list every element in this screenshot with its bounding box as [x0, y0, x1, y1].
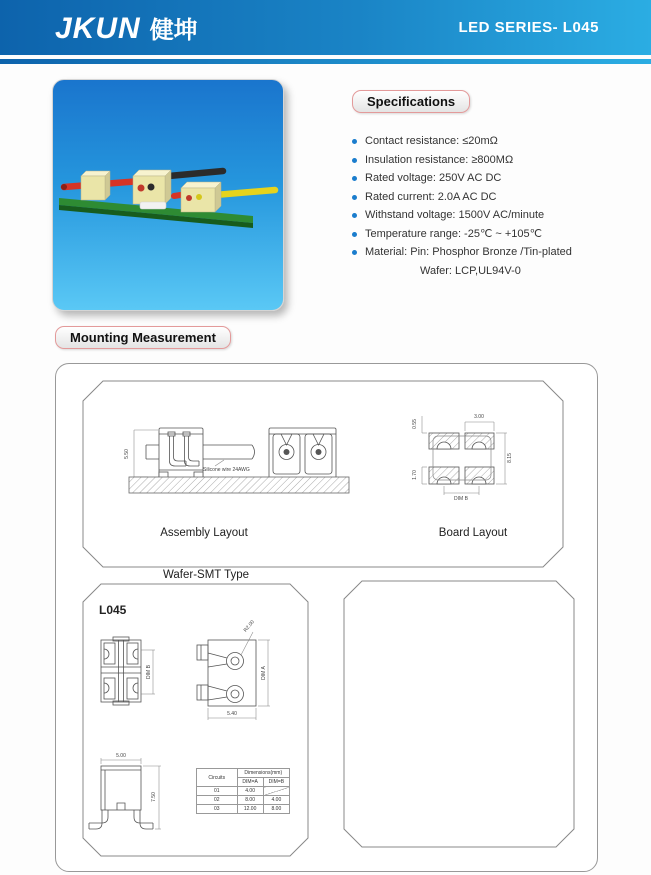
specifications-panel	[352, 90, 627, 278]
product-photo	[52, 79, 284, 311]
assembly-layout-label: Assembly Layout	[160, 527, 248, 539]
brand-logo-en: JKUN	[55, 11, 141, 45]
bullet-dot-icon	[352, 232, 357, 237]
mounting-title-badge: Mounting Measurement	[55, 326, 231, 349]
mounting-drawing-frame	[55, 363, 598, 872]
empty-panel-border	[344, 581, 574, 847]
spec-item	[352, 209, 627, 222]
bullet-dot-icon	[352, 139, 357, 144]
smt-radius-dim: R2.00	[242, 619, 256, 634]
table-row	[197, 805, 290, 814]
product-render	[53, 80, 283, 310]
cell-circuits: 01	[197, 787, 238, 796]
table-row	[197, 796, 290, 805]
cell-dim-a: 8.00	[237, 796, 263, 805]
spec-item	[352, 228, 627, 241]
specifications-title-badge: Specifications	[352, 90, 470, 113]
smt-width-dim: 5.40	[227, 711, 237, 717]
board-pad-height-dim: 1.70	[412, 470, 418, 480]
wire-note: Silicone wire 24AWG	[203, 467, 250, 473]
bullet-dot-icon	[352, 158, 357, 163]
spec-item-text: Rated current: 2.0A AC DC	[365, 190, 497, 203]
spec-item	[352, 246, 627, 259]
brand-logo	[55, 10, 198, 46]
spec-material-wafer: Wafer: LCP,UL94V-0	[420, 264, 521, 277]
spec-item-text: Material: Pin: Phosphor Bronze /Tin-plated	[365, 246, 572, 258]
wafer-smt-panel-border	[83, 584, 308, 856]
spec-item	[352, 135, 627, 148]
bullet-dot-icon	[352, 176, 357, 181]
cell-dim-b: 4.00	[263, 796, 289, 805]
spec-item-text: Contact resistance: ≤20mΩ	[365, 135, 498, 147]
cell-dim-a: 4.00	[237, 787, 263, 796]
header-band	[0, 0, 651, 55]
spec-item-text: Rated voltage: 250V AC DC	[365, 172, 502, 184]
specifications-list	[352, 135, 627, 278]
header-accent-strip	[0, 59, 651, 64]
spec-item-text: Insulation resistance: ≥800MΩ	[365, 153, 514, 166]
board-pad-width-dim: 3.00	[474, 414, 484, 420]
brand-logo-cn: 健坤	[149, 16, 198, 44]
table-row	[197, 787, 290, 796]
board-layout-label: Board Layout	[438, 527, 508, 539]
table-header-dim-b: DIM=B	[263, 778, 289, 787]
bullet-dot-icon	[352, 250, 357, 255]
table-header-dim-a: DIM=A	[237, 778, 263, 787]
mounting-title-wrap	[55, 326, 231, 349]
smt-length-dim: DIM A	[261, 666, 267, 680]
smt-front-width-dim: 5.00	[116, 753, 126, 759]
series-title: LED SERIES- L045	[458, 19, 599, 36]
spec-item-text: Withstand voltage: 1500V AC/minute	[365, 209, 545, 221]
cell-dim-b: 8.00	[263, 805, 289, 814]
bullet-dot-icon	[352, 195, 357, 200]
dimensions-table	[196, 768, 290, 814]
model-label: L045	[99, 603, 127, 617]
table-header-dimensions: Dimensions(mm)	[237, 769, 290, 778]
spec-item-text: Temperature range: -25℃ ~ +105℃	[365, 227, 542, 240]
smt-front-height-dim: 7.50	[151, 792, 157, 802]
smt-bottom-pitch-dim: DIM B	[146, 665, 152, 679]
board-outline-height-dim: 8.15	[507, 453, 513, 463]
wafer-smt-type-label: Wafer-SMT Type	[162, 569, 250, 581]
cell-dim-b-empty	[263, 787, 289, 796]
spec-item	[352, 154, 627, 167]
bullet-dot-icon	[352, 213, 357, 218]
spec-item	[352, 172, 627, 185]
cell-dim-a: 12.00	[237, 805, 263, 814]
assembly-height-dim: 5.50	[124, 449, 130, 459]
cell-circuits: 03	[197, 805, 238, 814]
board-pad-offset-dim: 0.55	[412, 419, 418, 429]
board-pitch-dim: DIM B	[454, 496, 468, 502]
spec-item	[352, 191, 627, 204]
cell-circuits: 02	[197, 796, 238, 805]
technical-drawing	[56, 364, 597, 871]
table-header-circuits: Circuits	[197, 769, 238, 787]
